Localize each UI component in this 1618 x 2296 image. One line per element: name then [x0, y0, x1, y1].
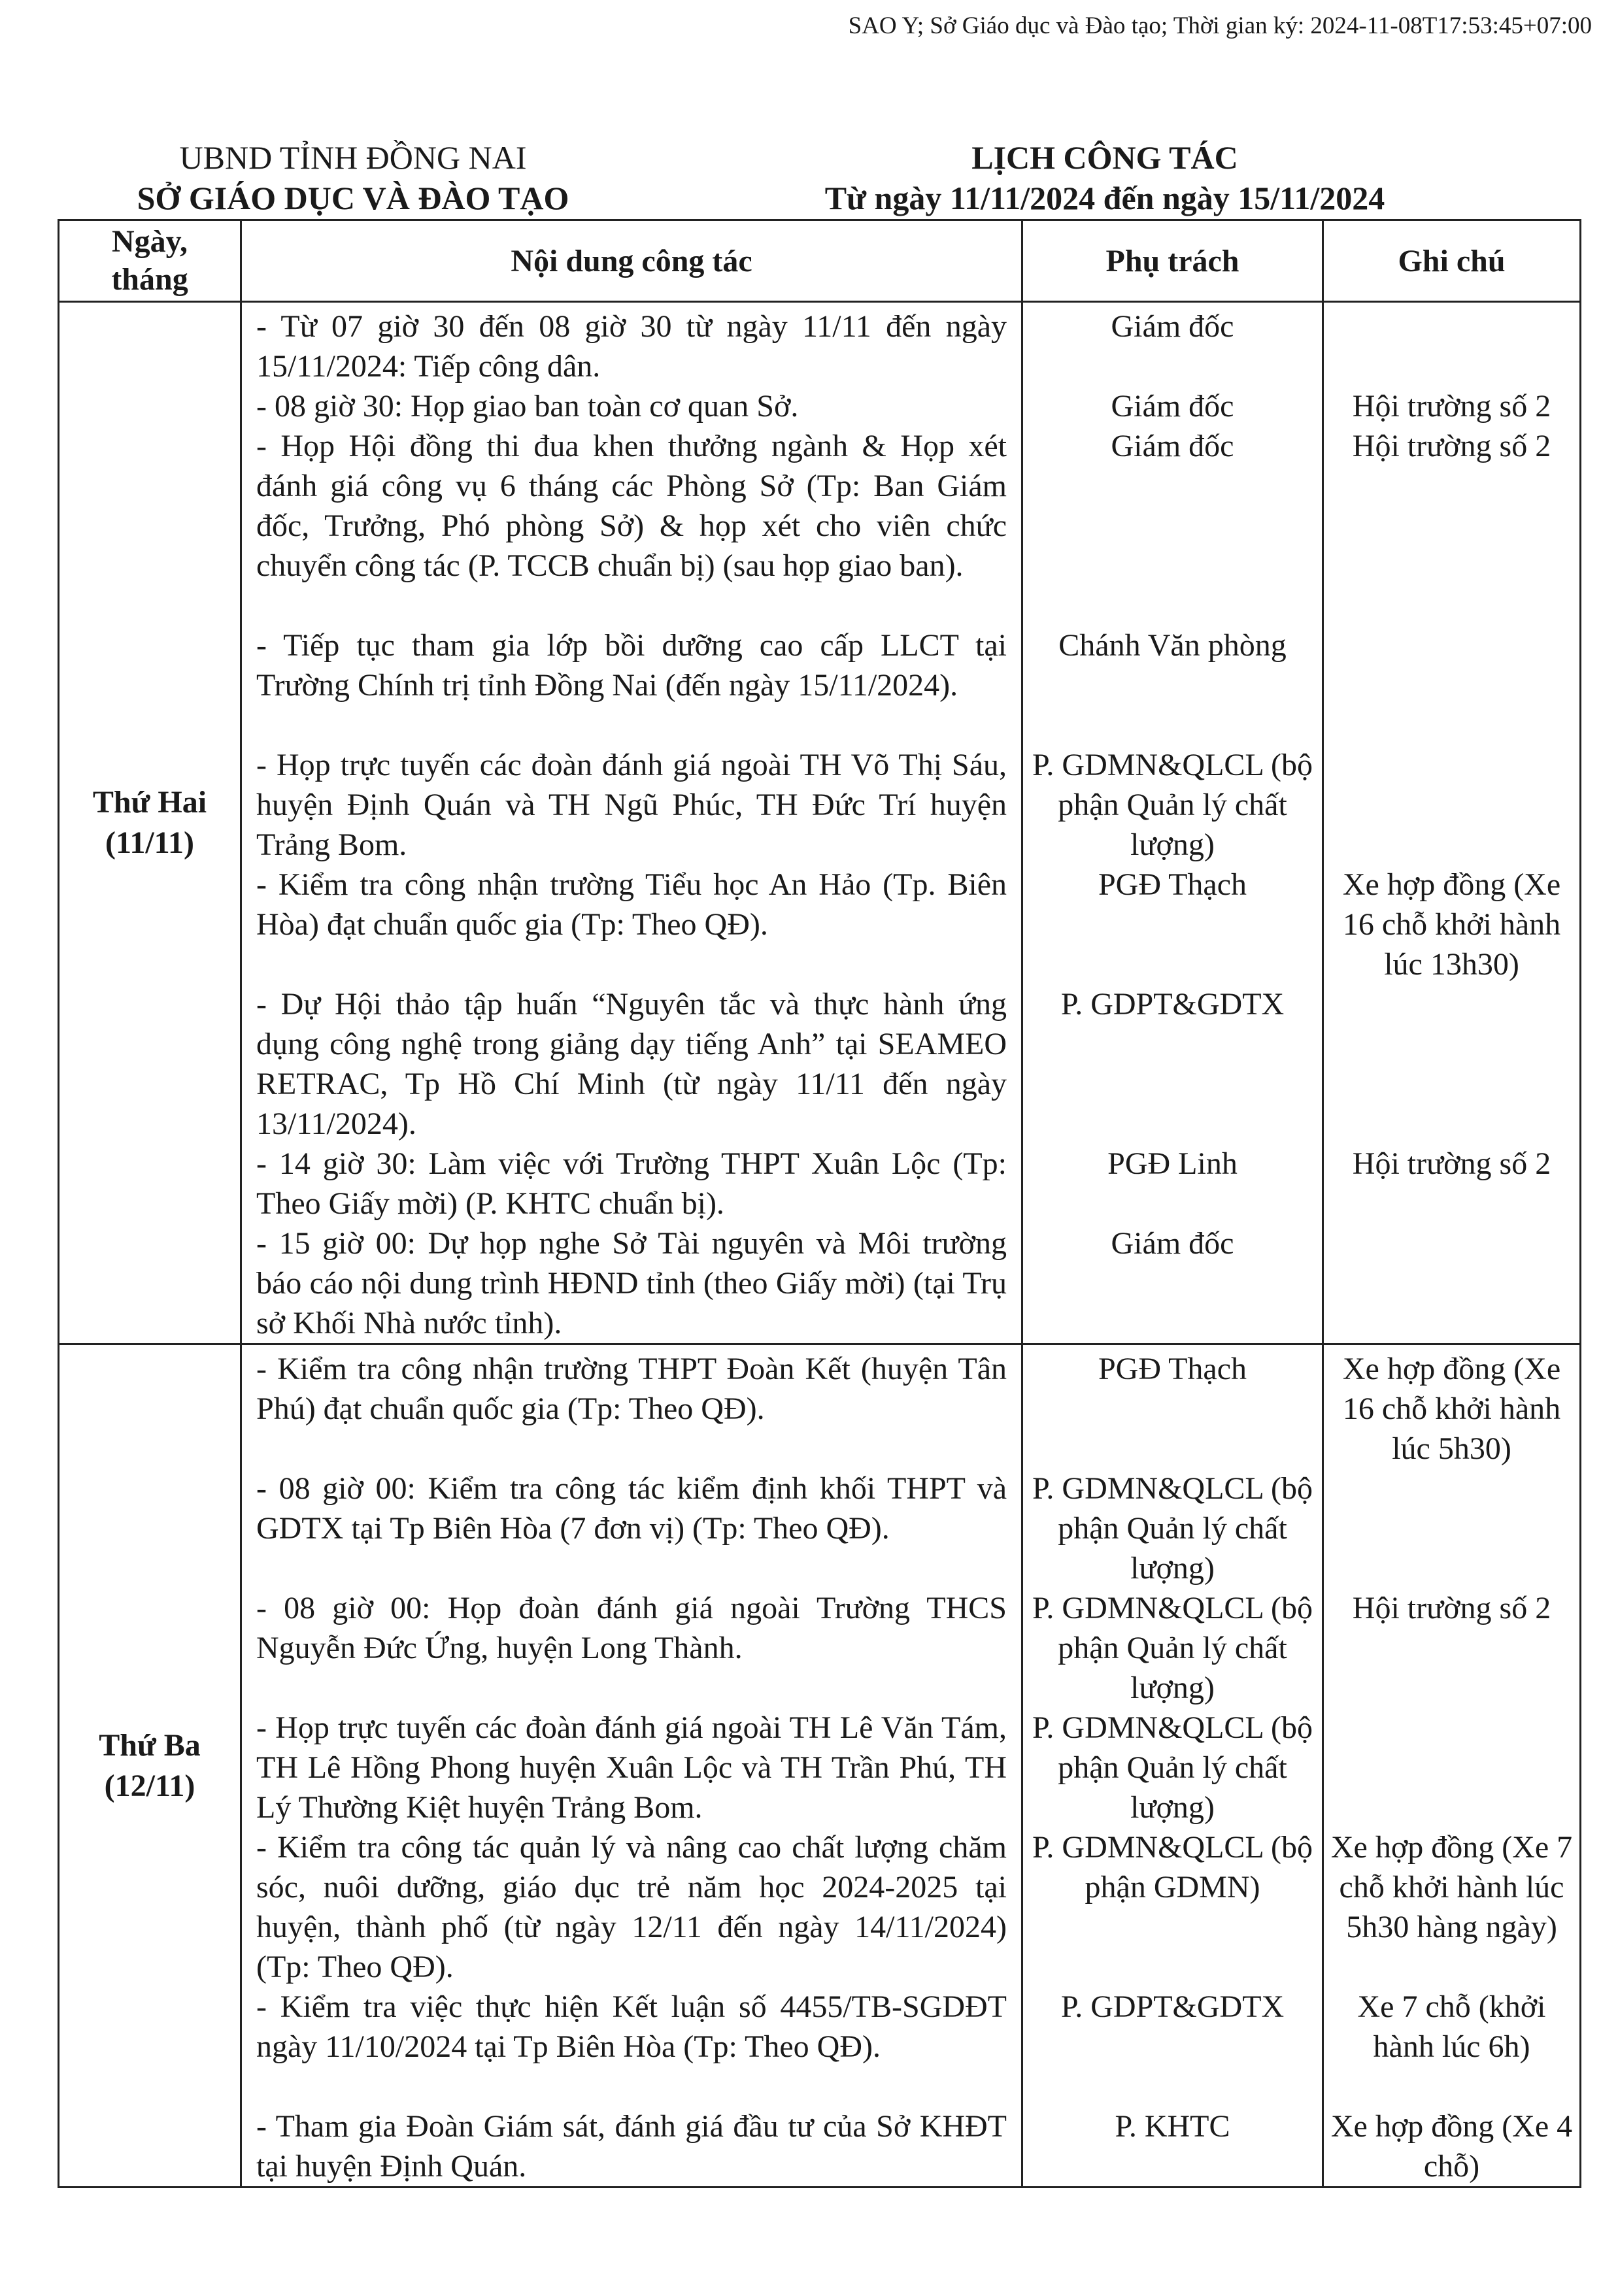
task-content: - 08 giờ 00: Họp đoàn đánh giá ngoài Trường THCS Nguyễn Đức Ứng, huyện Long Thành. — [256, 1591, 1007, 1665]
list-item — [256, 1144, 1007, 1223]
date-column-header — [59, 220, 241, 302]
list-item — [256, 1588, 1007, 1708]
task-content: - Kiểm tra công nhận trường THPT Đoàn Kết (huyện Tân Phú) đạt chuẩn quốc gia (Tp: Theo QĐ). — [256, 1352, 1007, 1426]
task-content: - Kiểm tra công nhận trường Tiểu học An Hảo (Tp. Biên Hòa) đạt chuẩn quốc gia (Tp: Theo QĐ). — [256, 867, 1007, 942]
task-content: - 14 giờ 30: Làm việc với Trường THPT Xuân Lộc (Tp: Theo Giấy mời) (P. KHTC chuẩn bị). — [256, 1146, 1007, 1221]
task-content: - Từ 07 giờ 30 đến 08 giờ 30 từ ngày 11/11 đến ngày 15/11/2024: Tiếp công dân. — [256, 309, 1007, 384]
note-value: Xe hợp đồng (Xe 7 chỗ khởi hành lúc 5h30 hàng ngày) — [1330, 1830, 1573, 1944]
owner-value: Giám đốc — [1111, 429, 1234, 463]
note-cell — [1323, 302, 1581, 1344]
task-content: - 08 giờ 00: Kiểm tra công tác kiểm định khối THPT và GDTX tại Tp Biên Hòa (7 đơn vị) (Tp: Theo QĐ). — [256, 1471, 1007, 1546]
table-header-row — [59, 220, 1581, 302]
task-content: - Dự Hội thảo tập huấn “Nguyên tắc và thực hành ứng dụng công nghệ trong giảng dạy tiếng Anh” tại SEAMEO RETRAC, Tp Hồ Chí Minh (từ ngày 11/11 đến ngày 13/11/2024). — [256, 987, 1007, 1141]
list-item — [256, 1827, 1007, 1987]
task-content: - 08 giờ 30: Họp giao ban toàn cơ quan Sở. — [256, 389, 799, 424]
content-cell — [241, 1344, 1022, 2188]
work-schedule-table — [58, 219, 1581, 2188]
owner-value: Giám đốc — [1111, 309, 1234, 344]
list-item — [256, 865, 1007, 984]
owner-value: P. KHTC — [1115, 2109, 1230, 2144]
date-header-line1: Ngày, — [111, 224, 188, 259]
day-label-cell — [59, 1344, 241, 2188]
department-name: SỞ GIÁO DỤC VÀ ĐÀO TẠO — [137, 180, 569, 216]
task-content: - Họp trực tuyến các đoàn đánh giá ngoài TH Lê Văn Tám, TH Lê Hồng Phong huyện Xuân Lộc và TH Trần Phú, TH Lý Thường Kiệt huyện Trảng Bom. — [256, 1710, 1007, 1825]
note-value — [1329, 745, 1574, 865]
task-content: - Họp trực tuyến các đoàn đánh giá ngoài TH Võ Thị Sáu, huyện Định Quán và TH Ngũ Phúc, TH Đức Trí huyện Trảng Bom. — [256, 748, 1007, 862]
note-value — [1329, 1223, 1574, 1343]
content-cell — [241, 302, 1022, 1344]
document-title: LỊCH CÔNG TÁC — [971, 139, 1238, 176]
list-item — [256, 2106, 1007, 2186]
date-range: Từ ngày 11/11/2024 đến ngày 15/11/2024 — [824, 180, 1385, 216]
note-value — [1329, 307, 1574, 386]
note-value: Hội trường số 2 — [1352, 389, 1551, 424]
day-name: Thứ Ba — [99, 1727, 201, 1763]
document-heading — [778, 137, 1432, 218]
task-content: - Kiểm tra việc thực hiện Kết luận số 4455/TB-SGDĐT ngày 11/10/2024 tại Tp Biên Hòa (Tp: Theo QĐ). — [256, 1989, 1007, 2064]
task-content: - Tham gia Đoàn Giám sát, đánh giá đầu tư của Sở KHĐT tại huyện Định Quán. — [256, 2109, 1007, 2184]
owner-column-header: Phụ trách — [1022, 220, 1323, 302]
owner-value: Giám đốc — [1111, 389, 1234, 424]
content-column-header: Nội dung công tác — [241, 220, 1022, 302]
owner-cell — [1022, 302, 1323, 1344]
owner-value: P. GDMN&QLCL (bộ phận Quản lý chất lượng) — [1032, 1591, 1313, 1705]
province-committee: UBND TỈNH ĐỒNG NAI — [179, 139, 527, 176]
list-item — [256, 625, 1007, 745]
note-cell — [1323, 1344, 1581, 2188]
note-value — [1329, 625, 1574, 745]
list-item — [256, 386, 1007, 426]
owner-value: Chánh Văn phòng — [1058, 628, 1287, 663]
note-value: Xe hợp đồng (Xe 4 chỗ) — [1330, 2109, 1573, 2184]
note-value — [1329, 1708, 1574, 1827]
note-value: Xe hợp đồng (Xe 16 chỗ khởi hành lúc 5h30) — [1342, 1352, 1561, 1466]
day-row-monday — [59, 302, 1581, 1344]
list-item — [256, 1708, 1007, 1827]
digital-signature-stamp: SAO Y; Sở Giáo dục và Đào tạo; Thời gian ký: 2024-11-08T17:53:45+07:00 — [848, 12, 1592, 39]
owner-value: PGĐ Thạch — [1098, 867, 1247, 902]
note-value — [1329, 984, 1574, 1144]
note-column-header: Ghi chú — [1323, 220, 1581, 302]
list-item — [256, 984, 1007, 1144]
task-content: - 15 giờ 00: Dự họp nghe Sở Tài nguyên và Môi trường báo cáo nội dung trình HĐND tỉnh (theo Giấy mời) (tại Trụ sở Khối Nhà nước tỉnh). — [256, 1226, 1007, 1340]
owner-value: P. GDMN&QLCL (bộ phận Quản lý chất lượng) — [1032, 1471, 1313, 1586]
list-item — [256, 745, 1007, 865]
note-value: Xe 7 chỗ (khởi hành lúc 6h) — [1357, 1989, 1546, 2064]
note-value: Hội trường số 2 — [1352, 1591, 1551, 1625]
day-name: Thứ Hai — [92, 785, 207, 820]
note-value: Hội trường số 2 — [1352, 1146, 1551, 1181]
list-item — [256, 1987, 1007, 2106]
owner-value: P. GDMN&QLCL (bộ phận Quản lý chất lượng) — [1032, 748, 1313, 862]
owner-value: P. GDMN&QLCL (bộ phận Quản lý chất lượng) — [1032, 1710, 1313, 1825]
day-label-cell — [59, 302, 241, 1344]
issuing-organization — [98, 137, 608, 218]
task-content: - Kiểm tra công tác quản lý và nâng cao chất lượng chăm sóc, nuôi dưỡng, giáo dục trẻ năm học 2024-2025 tại huyện, thành phố (từ ngày 12/11 đến ngày 14/11/2024) (Tp: Theo QĐ). — [256, 1830, 1007, 1984]
list-item — [256, 1223, 1007, 1343]
owner-value: P. GDPT&GDTX — [1060, 1989, 1285, 2024]
owner-value: Giám đốc — [1111, 1226, 1234, 1261]
day-row-tuesday — [59, 1344, 1581, 2188]
owner-value: PGĐ Thạch — [1098, 1352, 1247, 1386]
date-header-line2: tháng — [111, 262, 188, 297]
note-value — [1329, 1469, 1574, 1588]
owner-value: PGĐ Linh — [1107, 1146, 1238, 1181]
task-content: - Họp Hội đồng thi đua khen thưởng ngành & Họp xét đánh giá công vụ 6 tháng các Phòng Sở (Tp: Ban Giám đốc, Trưởng, Phó phòng Sở) & họp xét cho viên chức chuyển công tác (P. TCCB chuẩn bị) (sau họp giao ban). — [256, 429, 1007, 583]
note-value: Hội trường số 2 — [1352, 429, 1551, 463]
day-date: (11/11) — [105, 825, 194, 860]
list-item — [256, 307, 1007, 386]
task-content: - Tiếp tục tham gia lớp bồi dưỡng cao cấp LLCT tại Trường Chính trị tỉnh Đồng Nai (đến ngày 15/11/2024). — [256, 628, 1007, 703]
list-item — [256, 1349, 1007, 1469]
list-item — [256, 1469, 1007, 1588]
note-value: Xe hợp đồng (Xe 16 chỗ khởi hành lúc 13h30) — [1342, 867, 1561, 982]
list-item — [256, 426, 1007, 625]
owner-cell — [1022, 1344, 1323, 2188]
owner-value: P. GDPT&GDTX — [1060, 987, 1285, 1022]
day-date: (12/11) — [104, 1768, 195, 1803]
owner-value: P. GDMN&QLCL (bộ phận GDMN) — [1032, 1830, 1313, 1905]
